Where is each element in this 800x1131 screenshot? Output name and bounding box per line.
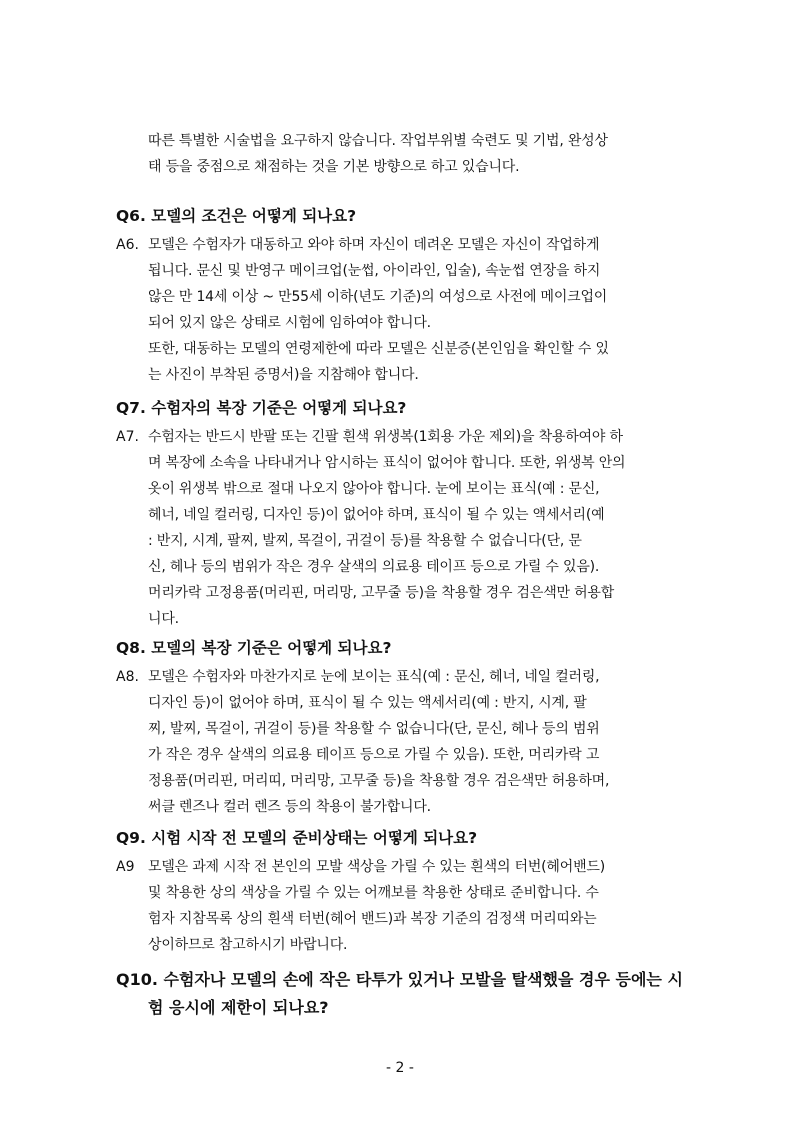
text-line: 써클 렌즈나 컬러 렌즈 등의 착용이 불가합니다. <box>148 799 431 815</box>
text-line: 않은 만 14세 이상 ~ 만55세 이하(년도 기준)의 여성으로 사전에 메이크업이 <box>148 289 608 305</box>
answer-block <box>116 424 716 632</box>
faq-item-q8 <box>116 636 716 820</box>
question-heading: Q8. 모델의 복장 기준은 어떻게 되나요? <box>116 639 392 657</box>
answer-label: A9 <box>116 859 135 875</box>
answer-label: A6. <box>116 237 139 253</box>
text-line: 되어 있지 않은 상태로 시험에 임하여야 합니다. <box>148 315 431 331</box>
text-line: 찌, 발찌, 목걸이, 귀걸이 등)를 착용할 수 없습니다(단, 문신, 헤나 등의 범위 <box>148 721 600 737</box>
text-line: 험자 지참목록 상의 흰색 터번(헤어 밴드)과 복장 기준의 검정색 머리띠와는 <box>148 911 597 927</box>
text-line: 머리카락 고정용품(머리핀, 머리망, 고무줄 등)을 착용할 경우 검은색만 허용합 <box>148 585 615 601</box>
text-line: 니다. <box>148 611 179 627</box>
text-line: 는 사진이 부착된 증명서)을 지참해야 합니다. <box>148 367 419 383</box>
answer-block <box>116 854 716 958</box>
answer-text <box>148 232 716 336</box>
faq-item-q7 <box>116 396 716 632</box>
text-line: 상이하므로 참고하시기 바랍니다. <box>148 937 348 953</box>
text-line: 모델은 수험자가 대동하고 와야 하며 자신이 데려온 모델은 자신이 작업하게 <box>148 237 600 253</box>
text-line: 디자인 등)이 없어야 하며, 표식이 될 수 있는 액세서리(예 : 반지, 시계, 팔 <box>148 695 587 711</box>
question-heading: Q6. 모델의 조건은 어떻게 되나요? <box>116 207 357 225</box>
text-line: 됩니다. 문신 및 반영구 메이크업(눈썹, 아이라인, 입술), 속눈썹 연장을 하지 <box>148 263 601 279</box>
faq-item-q6 <box>116 204 716 388</box>
text-line: 가 작은 경우 살색의 의료용 테이프 등으로 가릴 수 있음). 또한, 머리카락 고 <box>148 747 600 763</box>
question-heading: Q10. 수험자나 모델의 손에 작은 타투가 있거나 모발을 탈색했을 경우 등에는 시 <box>116 970 683 989</box>
answer-extra-paragraph <box>116 336 716 388</box>
question-heading-continued: 험 응시에 제한이 되나요? <box>148 998 329 1017</box>
text-line: 옷이 위생복 밖으로 절대 나오지 않아야 합니다. 눈에 보이는 표식(예 : 문신, <box>148 481 600 497</box>
answer-text <box>148 424 716 632</box>
page-number: - 2 - <box>386 1060 414 1076</box>
text-line: 수험자는 반드시 반팔 또는 긴팔 흰색 위생복(1회용 가운 제외)을 착용하여야 하 <box>148 429 623 445</box>
text-line: 또한, 대동하는 모델의 연령제한에 따라 모델은 신분증(본인임을 확인할 수 있 <box>148 341 609 357</box>
answer-text <box>148 664 716 820</box>
text-line: : 반지, 시계, 팔찌, 발찌, 목걸이, 귀걸이 등)를 착용할 수 없습니다(단, 문 <box>148 533 582 549</box>
text-line: 및 착용한 상의 색상을 가릴 수 있는 어깨보를 착용한 상태로 준비합니다. 수 <box>148 885 599 901</box>
text-line: 신, 헤나 등의 범위가 작은 경우 살색의 의료용 테이프 등으로 가릴 수 있음). <box>148 559 600 575</box>
answer-label: A8. <box>116 669 139 685</box>
question-heading: Q9. 시험 시작 전 모델의 준비상태는 어떻게 되나요? <box>116 829 478 847</box>
text-line: 모델은 수험자와 마찬가지로 눈에 보이는 표식(예 : 문신, 헤너, 네일 컬러링, <box>148 669 600 685</box>
continuation-paragraph <box>148 128 708 180</box>
text-line: 모델은 과제 시작 전 본인의 모발 색상을 가릴 수 있는 흰색의 터번(헤어밴드) <box>148 859 605 875</box>
text-line: 헤너, 네일 컬러링, 디자인 등)이 없어야 하며, 표식이 될 수 있는 액세서리(예 <box>148 507 605 523</box>
text-line: 정용품(머리핀, 머리띠, 머리망, 고무줄 등)을 착용할 경우 검은색만 허용하며, <box>148 773 610 789</box>
text-line: 따른 특별한 시술법을 요구하지 않습니다. 작업부위별 숙련도 및 기법, 완성상 <box>148 133 608 149</box>
text-line: 며 복장에 소속을 나타내거나 암시하는 표식이 없어야 합니다. 또한, 위생복 안의 <box>148 455 626 471</box>
faq-item-q10 <box>116 968 716 1024</box>
faq-item-q9 <box>116 826 716 958</box>
answer-text <box>148 854 716 958</box>
answer-label: A7. <box>116 429 139 445</box>
answer-block <box>116 232 716 336</box>
answer-block <box>116 664 716 820</box>
text-line: 태 등을 중점으로 채점하는 것을 기본 방향으로 하고 있습니다. <box>148 159 520 175</box>
question-heading: Q7. 수험자의 복장 기준은 어떻게 되나요? <box>116 399 407 417</box>
